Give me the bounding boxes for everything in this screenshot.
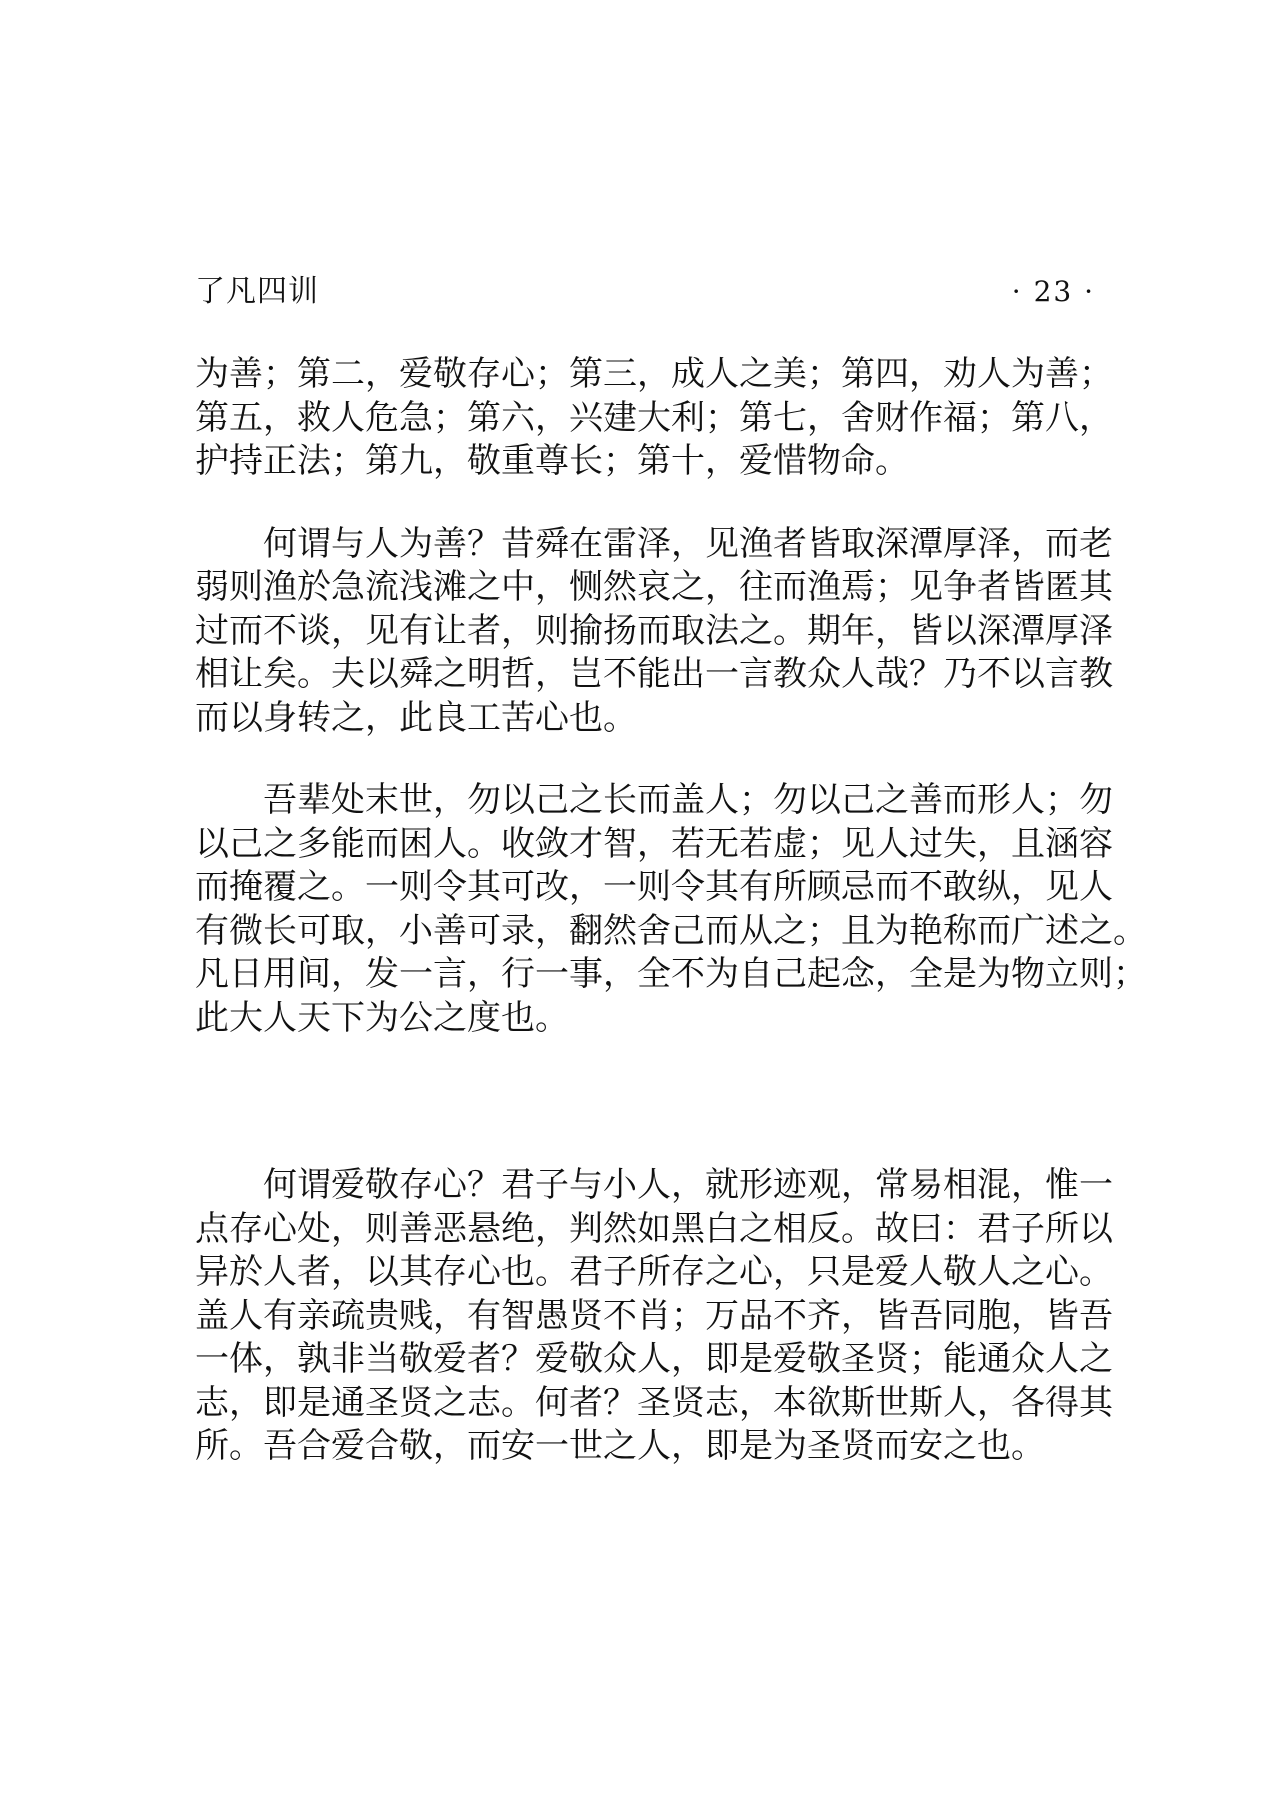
paragraph-3 xyxy=(195,779,1147,1040)
text-line: 护持正法；第九，敬重尊长；第十，爱惜物命。 xyxy=(195,441,909,481)
book-title: 了凡四训 xyxy=(195,274,319,309)
page-header xyxy=(195,272,1095,322)
paragraph-2 xyxy=(195,523,1113,741)
text-line: 第五，救人危急；第六，兴建大利；第七，舍财作福；第八， xyxy=(195,397,1113,438)
text-line: 异於人者，以其存心也。君子所存之心，只是爱人敬人之心。 xyxy=(195,1252,1113,1292)
text-line: 为善；第二，爱敬存心；第三，成人之美；第四，劝人为善； xyxy=(195,354,1113,394)
text-line: 吾辈处末世，勿以己之长而盖人；勿以己之善而形人；勿 xyxy=(263,780,1113,820)
text-line: 有微长可取，小善可录，翻然舍己而从之；且为艳称而广述之。 xyxy=(195,910,1147,951)
text-line: 志，即是通圣贤之志。何者？圣贤志，本欲斯世斯人，各得其 xyxy=(195,1382,1113,1423)
page-number: · 23 · xyxy=(1011,275,1095,308)
text-line: 以己之多能而困人。收敛才智，若无若虚；见人过失，且涵容 xyxy=(195,823,1113,864)
text-line: 此大人天下为公之度也。 xyxy=(195,997,569,1038)
body-text xyxy=(195,353,1147,1469)
text-line: 何谓爱敬存心？君子与小人，就形迹观，常易相混，惟一 xyxy=(263,1165,1113,1205)
paragraph-1 xyxy=(195,353,1113,484)
text-line: 点存心处，则善恶悬绝，判然如黑白之相反。故曰：君子所以 xyxy=(195,1208,1113,1249)
text-line: 凡日用间，发一言，行一事，全不为自己起念，全是为物立则； xyxy=(195,954,1147,994)
text-line: 盖人有亲疏贵贱，有智愚贤不肖；万品不齐，皆吾同胞，皆吾 xyxy=(195,1295,1113,1336)
text-line: 过而不谈，见有让者，则揄扬而取法之。期年，皆以深潭厚泽 xyxy=(195,610,1113,651)
text-line: 相让矣。夫以舜之明哲，岂不能出一言教众人哉？乃不以言教 xyxy=(195,654,1113,694)
text-line: 弱则渔於急流浅滩之中，恻然哀之，往而渔焉；见争者皆匿其 xyxy=(195,567,1113,607)
paragraph-4 xyxy=(195,1164,1113,1469)
text-line: 一体，孰非当敬爱者？爱敬众人，即是爱敬圣贤；能通众人之 xyxy=(195,1339,1113,1379)
text-line: 何谓与人为善？昔舜在雷泽，见渔者皆取深潭厚泽，而老 xyxy=(263,523,1113,564)
text-line: 而掩覆之。一则令其可改，一则令其有所顾忌而不敢纵，见人 xyxy=(195,867,1113,907)
text-line: 而以身转之，此良工苦心也。 xyxy=(195,697,637,738)
text-line: 所。吾合爱合敬，而安一世之人，即是为圣贤而安之也。 xyxy=(195,1426,1045,1466)
